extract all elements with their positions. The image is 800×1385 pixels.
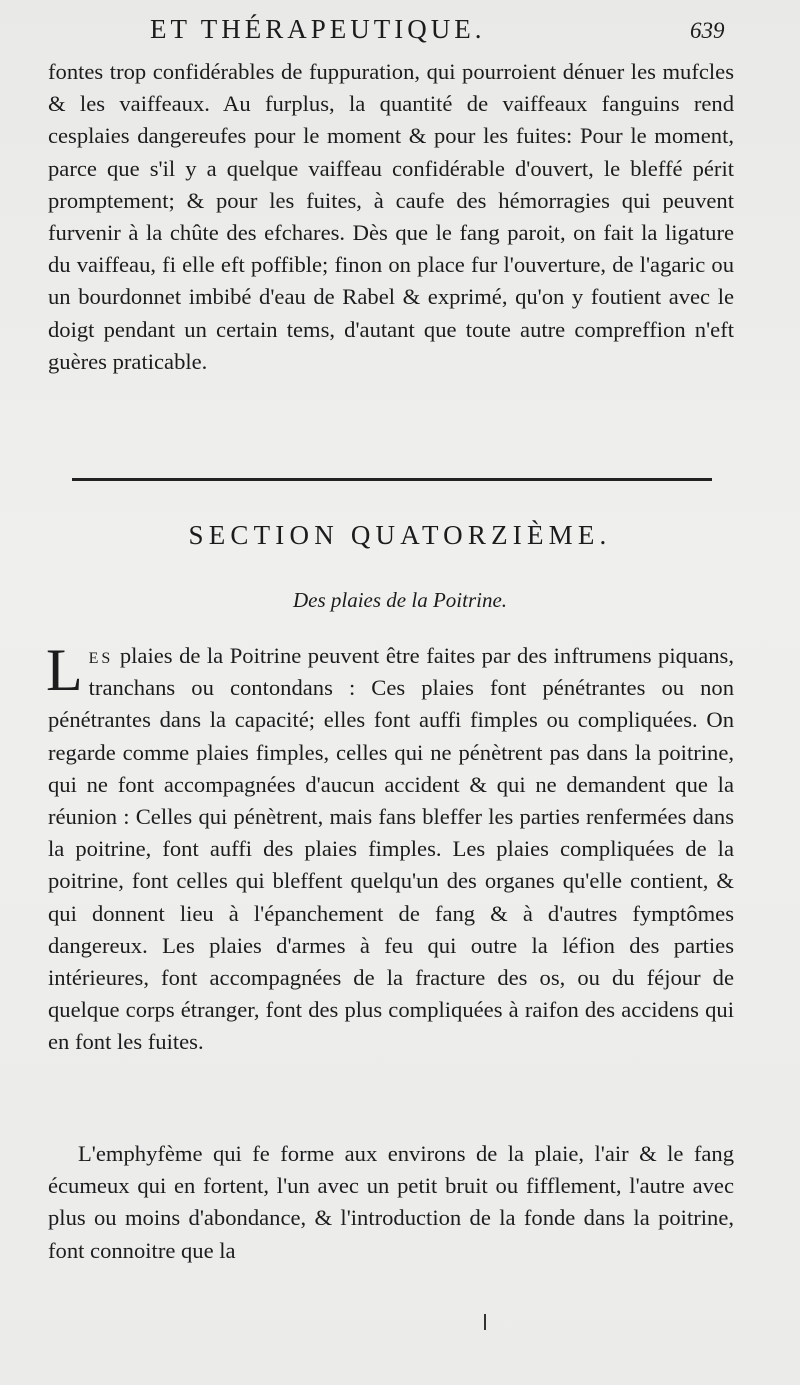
paragraph-1 <box>46 637 734 1059</box>
section-subtitle: Des plaies de la Poitrine. <box>292 588 508 612</box>
drop-cap: L <box>46 637 83 703</box>
running-title: ET THÉRAPEUTIQUE. <box>150 14 486 44</box>
continuation-paragraph: fontes trop confidérables de fuppuration, qui pourroient dénuer les mufcles & les vaiffeaux. Au furplus, la quantité de vaiffeaux fanguins rend cesplaies dangereufes pour le moment & pour les fuites: Pour le moment, parce que s'il y a quelque vaiffeau confidérable d'ouvert, le bleffé périt promptement; & pour les fuites, à caufe des hémorragies qui peuvent furvenir à la chûte des efchares. Dès que le fang paroit, on fait la ligature du vaiffeau, fi elle eft poffible; finon on place fur l'ouverture, de l'agaric ou un bourdonnet imbibé d'eau de Rabel & exprimé, qu'on y foutient avec le doigt pendant un certain tems, d'autant que toute autre compreffion n'eft guères praticable. <box>48 59 734 374</box>
print-mark <box>484 1314 486 1330</box>
section-title: SECTION QUATORZIÈME. <box>188 520 612 550</box>
first-word-rest: es <box>88 643 114 668</box>
running-head <box>0 12 800 52</box>
paragraph-1-text: plaies de la Poitrine peuvent être faites par des inftrumens piquans, tranchans ou contondans : Ces plaies font pénétrantes ou non pénétrantes dans la capacité; elles font auffi fimples ou compliquées. On regarde comme plaies fimples, celles qui ne pénètrent pas dans la poitrine, qui ne font accompagnées d'aucun accident & qui ne demandent que la réunion : Celles qui pénètrent, mais fans bleffer les parties renfermées dans la poitrine, font auffi des plaies fimples. Les plaies compliquées de la poitrine, font celles qui bleffent quelqu'un des organes qu'elle contient, & qui donnent lieu à l'épanchement de fang & à d'autres fymptômes dangereux. Les plaies d'armes à feu qui outre la léfion des parties intérieures, font accompagnées de la fracture des os, ou du féjour de quelque corps étranger, font des plus compliquées à raifon des accidens qui en font les fuites. <box>48 643 734 1055</box>
section-divider-rule <box>72 478 712 481</box>
page-number: 639 <box>690 18 725 43</box>
paragraph-2: L'emphyfème qui fe forme aux environs de la plaie, l'air & le fang écumeux qui en fortent, l'un avec un petit bruit ou fifflement, l'autre avec plus ou moins d'abondance, & l'introduction de la fonde dans la poitrine, font connoitre que la <box>48 1141 734 1263</box>
